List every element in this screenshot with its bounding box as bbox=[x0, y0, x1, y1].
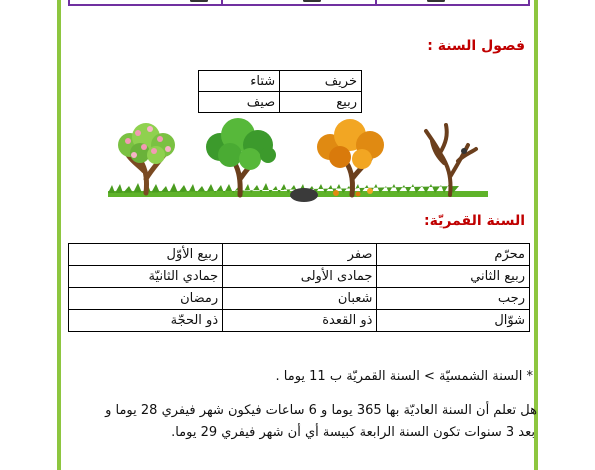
rock-icon bbox=[290, 188, 318, 202]
lunar-months-table bbox=[68, 243, 530, 332]
month-cell: جمادى الأولى bbox=[223, 266, 377, 288]
season-cell: شتاء bbox=[199, 71, 280, 92]
winter-tree-icon bbox=[426, 125, 476, 195]
month-cell: صفر bbox=[223, 244, 377, 266]
month-cell: ربيع الثاني bbox=[377, 266, 530, 288]
autumn-tree-icon bbox=[317, 119, 384, 197]
top-table-cell bbox=[375, 0, 528, 4]
table-row bbox=[69, 244, 530, 266]
season-cell: خريف bbox=[280, 71, 362, 92]
season-cell: صيف bbox=[199, 92, 280, 113]
page-frame-right bbox=[534, 0, 538, 470]
month-cell: رجب bbox=[377, 288, 530, 310]
month-cell: ذو الحجّة bbox=[69, 310, 223, 332]
month-cell: جمادي الثانيّة bbox=[69, 266, 223, 288]
top-table-cell bbox=[221, 0, 374, 4]
month-cell: محرّم bbox=[377, 244, 530, 266]
table-row bbox=[69, 288, 530, 310]
four-seasons-trees-illustration bbox=[108, 115, 488, 207]
spring-tree-icon bbox=[118, 123, 175, 193]
lunar-year-heading: السنة القمريّة: bbox=[424, 213, 525, 229]
month-cell: شوّال bbox=[377, 310, 530, 332]
season-cell: ربيع bbox=[280, 92, 362, 113]
seasons-heading: فصول السنة : bbox=[427, 38, 525, 54]
seasons-table bbox=[198, 70, 362, 113]
table-row bbox=[69, 266, 530, 288]
leap-year-paragraph-line-1: هل تعلم أن السنة العاديّة بها 365 يوما و 6 ساعات فيكون شهر فيفري 28 يوما و bbox=[105, 403, 537, 418]
leap-year-paragraph-line-2: بعد 3 سنوات تكون السنة الرابعة كبيسة أي أن شهر فيفري 29 يوما. bbox=[171, 425, 535, 440]
month-cell: ربيع الأوّل bbox=[69, 244, 223, 266]
table-row bbox=[69, 310, 530, 332]
month-cell: رمضان bbox=[69, 288, 223, 310]
month-cell: شعبان bbox=[223, 288, 377, 310]
table-row bbox=[199, 92, 362, 113]
top-table-cell bbox=[70, 0, 221, 4]
summer-tree-icon bbox=[206, 118, 276, 195]
top-table-fragment bbox=[68, 0, 530, 6]
month-cell: ذو القعدة bbox=[223, 310, 377, 332]
page-frame-left bbox=[57, 0, 61, 470]
solar-lunar-comparison-note: * السنة الشمسيّة > السنة القمريّة ب 11 يوما . bbox=[275, 369, 533, 384]
table-row bbox=[199, 71, 362, 92]
